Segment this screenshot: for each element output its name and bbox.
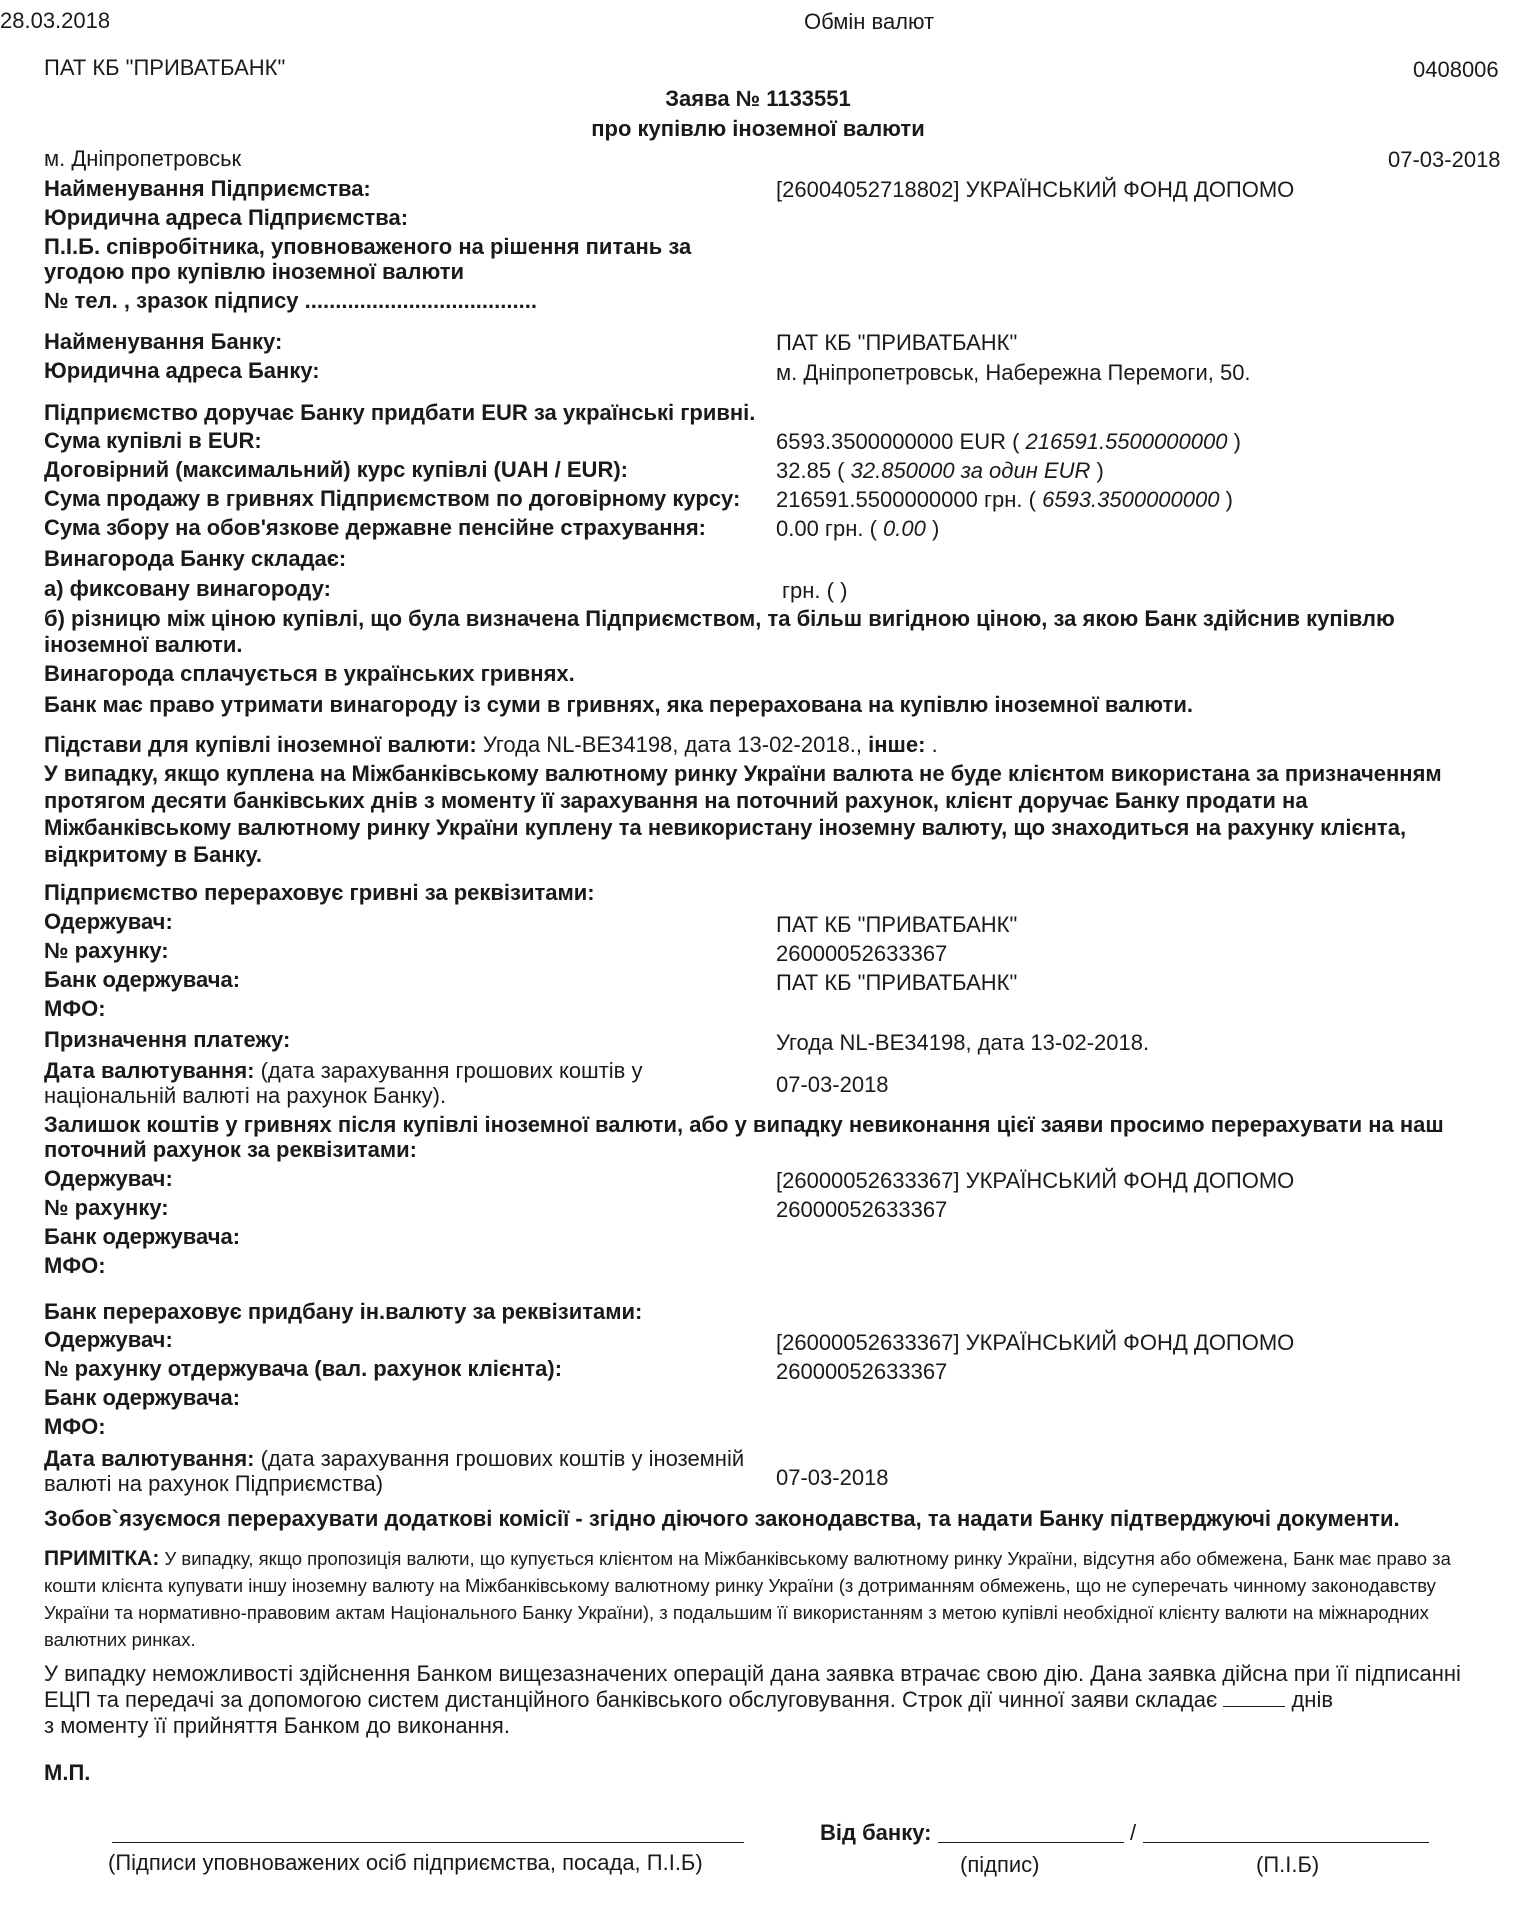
fx-bank-label: Банк одержувача: — [44, 1385, 241, 1410]
uah-account-label: № рахунку: — [44, 938, 169, 963]
grounds-line: Підстави для купівлі іноземної валюти: Угода NL-BE34198, дата 13-02-2018., інше: . — [44, 732, 938, 757]
uah-bank-label: Банк одержувача: — [44, 967, 241, 992]
signature-caption: (підпис) — [960, 1852, 1040, 1877]
pension-fee-words: 0.00 — [883, 516, 926, 541]
employee-label-cont: угодою про купівлю іноземної валюти — [44, 259, 465, 284]
payment-purpose-label: Призначення платежу: — [44, 1027, 291, 1052]
amount-value: 6593.3500000000 EUR ( 216591.5500000000 ) — [776, 429, 1241, 454]
remainder-recipient-value: [26000052633367] УКРАЇНСЬКИЙ ФОНД ДОПОМО — [776, 1168, 1295, 1193]
remainder-recipient-label: Одержувач: — [44, 1166, 173, 1191]
bank-address-value: м. Дніпропетровськ, Набережна Перемоги, 50. — [776, 360, 1251, 385]
uah-amount-label: Сума продажу в гривнях Підприємством по договірному курсу: — [44, 486, 741, 511]
enterprise-signature-line — [112, 1842, 744, 1843]
uah-value-date-line: Дата валютування: (дата зарахування грошових коштів у — [44, 1058, 643, 1083]
remainder-bank-label: Банк одержувача: — [44, 1224, 241, 1249]
uah-amount-words: 6593.3500000000 — [1042, 487, 1220, 512]
uah-mfo-label: МФО: — [44, 996, 106, 1021]
enterprise-name-label: Найменування Підприємства: — [44, 176, 371, 201]
from-bank-label: Від банку: — [820, 1820, 932, 1845]
bank-name-label: Найменування Банку: — [44, 329, 283, 354]
fx-value-date-label: Дата валютування: — [44, 1446, 255, 1471]
uah-value-date: 07-03-2018 — [776, 1072, 889, 1097]
bank-signature-line — [938, 1842, 1124, 1843]
print-date: 28.03.2018 — [0, 8, 111, 33]
rate-value: 32.85 ( 32.850000 за один EUR ) — [776, 458, 1104, 483]
validity-days-blank — [1223, 1688, 1285, 1707]
bank-name-value: ПАТ КБ "ПРИВАТБАНК" — [776, 330, 1018, 355]
page-title: Обмін валют — [804, 9, 935, 34]
application-date: 07-03-2018 — [1388, 147, 1501, 172]
remainder-account-value: 26000052633367 — [776, 1197, 948, 1222]
bank-name-line — [1143, 1842, 1429, 1843]
employee-label: П.І.Б. співробітника, уповноваженого на рішення питань за — [44, 234, 692, 259]
validity-tail: з моменту її прийняття Банком до виконання. — [44, 1713, 510, 1738]
grounds-value: Угода NL-BE34198, дата 13-02-2018., — [476, 732, 869, 757]
bank-address-label: Юридична адреса Банку: — [44, 358, 320, 383]
remainder-account-label: № рахунку: — [44, 1195, 169, 1220]
grounds-other-label: інше: — [868, 732, 926, 757]
uah-recipient-label: Одержувач: — [44, 909, 173, 934]
uah-bank-value: ПАТ КБ "ПРИВАТБАНК" — [776, 970, 1018, 995]
fixed-fee-label: а) фиксовану винагороду: — [44, 576, 331, 601]
fx-value-date-note: валюті на рахунок Підприємства) — [44, 1471, 384, 1496]
grounds-label: Підстави для купівлі іноземної валюти: — [44, 732, 477, 757]
note-paragraph — [44, 1545, 1502, 1653]
enterprise-address-label: Юридична адреса Підприємства: — [44, 205, 409, 230]
remainder-mfo-label: МФО: — [44, 1253, 106, 1278]
form-code: 0408006 — [1413, 57, 1499, 82]
price-difference-text: б) різницю між ціною купівлі, що була визначена Підприємством, та більш вигідною ціною, за якою Банк здійснив купівлю іноземної валюти. — [44, 606, 1395, 657]
fx-transfer-heading: Банк перераховує придбану ін.валюту за реквізитами: — [44, 1299, 643, 1324]
signature-separator: / — [1130, 1820, 1137, 1845]
commitment-text: Зобов`язуємося перерахувати додаткові комісії - згідно діючого законодавства, та надати Банку підтверджуючі документи. — [44, 1506, 1400, 1531]
fx-account-value: 26000052633367 — [776, 1359, 948, 1384]
enterprise-name-value: [26004052718802] УКРАЇНСЬКИЙ ФОНД ДОПОМО — [776, 177, 1295, 202]
rate-label: Договірний (максимальний) курс купівлі (UAH / EUR): — [44, 457, 628, 482]
rate-words: 32.850000 за один EUR — [850, 458, 1091, 483]
pension-fee-label: Сума збору на обов'язкове державне пенсійне страхування: — [44, 515, 707, 540]
fx-account-label: № рахунку отдержувача (вал. рахунок клієнта): — [44, 1356, 563, 1381]
fee-deduct-note: Банк має право утримати винагороду із суми в гривнях, яка перерахована на купівлю іноземної валюти. — [44, 692, 1193, 717]
payment-purpose-value: Угода NL-BE34198, дата 13-02-2018. — [776, 1030, 1150, 1055]
fx-recipient-value: [26000052633367] УКРАЇНСЬКИЙ ФОНД ДОПОМО — [776, 1330, 1295, 1355]
uah-amount-value: 216591.5500000000 грн. ( 6593.3500000000 ) — [776, 487, 1233, 512]
pension-fee-value: 0.00 грн. ( 0.00 ) — [776, 516, 940, 541]
fixed-fee-value: грн. ( ) — [782, 578, 848, 603]
stamp-label: М.П. — [44, 1760, 91, 1785]
fx-value-date-line: Дата валютування: (дата зарахування грошових коштів у іноземній — [44, 1446, 745, 1471]
application-subject: про купівлю іноземної валюти — [591, 116, 925, 141]
city: м. Дніпропетровськ — [44, 146, 242, 171]
fee-currency-note: Винагорода сплачується в українських гривнях. — [44, 661, 575, 686]
uah-recipient-value: ПАТ КБ "ПРИВАТБАНК" — [776, 912, 1018, 937]
uah-value-date-note: національній валюті на рахунок Банку). — [44, 1083, 447, 1108]
phone-signature-label: № тел. , зразок підпису ...................................... — [44, 288, 537, 313]
resale-clause: У випадку, якщо куплена на Міжбанківському валютному ринку України валюта не буде клієнтом використана за призначенням протягом десяти банківських днів з моменту її зарахування на поточний рахунок, клієнт доручає Банку продати на Міжбанківському валютному ринку України куплену та невикористану іноземну валюту, що знаходиться на рахунку клієнта, відкритому в Банку. — [44, 761, 1442, 867]
note-text: У випадку, якщо пропозиція валюти, що купується клієнтом на Міжбанківському валютному ринку України, відсутня або обмежена, Банк має право за кошти клієнта купувати іншу іноземну валюту на Міжбанківському валютному ринку України (з дотриманням обмежень, що не суперечать чинному законодавству України та нормативно-правовим актам Національного Банку України), з подальшим її використанням з метою купівлі необхідної клієнту валюти на міжнародних валютних ринках. — [44, 1548, 1451, 1650]
fee-heading: Винагорода Банку складає: — [44, 546, 347, 571]
purchase-instruction: Підприємство доручає Банку придбати EUR за українські гривні. — [44, 400, 756, 425]
validity-paragraph: У випадку неможливості здійснення Банком вищезазначених операцій дана заявка втрачає свою дію. Дана заявка дійсна при її підписанні ЕЦП та передачі за допомогою систем дистанційного банківського обслуговування. Строк дії чинної заяви складає днів — [44, 1661, 1461, 1712]
header-bank-name: ПАТ КБ "ПРИВАТБАНК" — [44, 55, 286, 80]
name-caption: (П.І.Б) — [1256, 1852, 1320, 1877]
uah-account-value: 26000052633367 — [776, 941, 948, 966]
application-number: Заява № 1133551 — [665, 86, 851, 111]
fx-mfo-label: МФО: — [44, 1414, 106, 1439]
uah-value-date-label: Дата валютування: — [44, 1058, 255, 1083]
enterprise-signature-caption: (Підписи уповноважених осіб підприємства, посада, П.І.Б) — [108, 1850, 703, 1875]
fx-value-date: 07-03-2018 — [776, 1465, 889, 1490]
fx-recipient-label: Одержувач: — [44, 1327, 173, 1352]
amount-label: Сума купівлі в EUR: — [44, 428, 262, 453]
uah-transfer-heading: Підприємство перераховує гривні за реквізитами: — [44, 880, 595, 905]
amount-words: 216591.5500000000 — [1025, 429, 1228, 454]
remainder-heading: Залишок коштів у гривнях після купівлі іноземної валюти, або у випадку невиконання цієї заяви просимо перерахувати на наш поточний рахунок за реквізитами: — [44, 1112, 1444, 1162]
note-label: ПРИМІТКА: — [44, 1547, 160, 1570]
